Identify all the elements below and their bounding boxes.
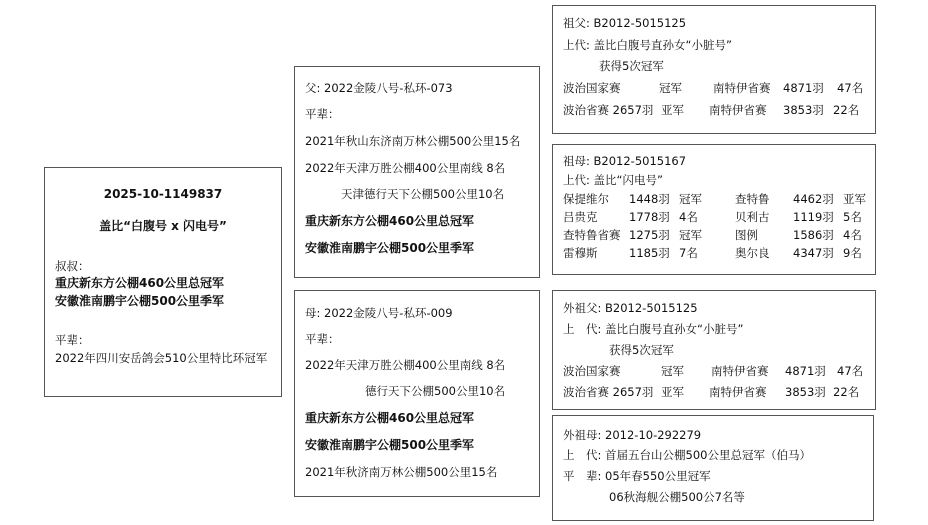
uncle-label: 叔叔： bbox=[55, 259, 90, 273]
pgf-ancestry: 上代: 盖比白腹号直孙女“小脏号” bbox=[563, 38, 732, 52]
race-place: 亚军 bbox=[661, 385, 684, 399]
sire-card bbox=[294, 66, 540, 278]
race-name: 波治国家赛 bbox=[563, 364, 621, 378]
pgm-title: 祖母: B2012-5015167 bbox=[563, 154, 687, 168]
subject-name: 盖比“白腹号 x 闪电号” bbox=[99, 219, 227, 233]
sire-honor: 重庆新东方公棚460公里总冠军 bbox=[305, 214, 475, 228]
maternal-grandmother-card bbox=[552, 415, 874, 521]
race-name: 奥尔良 bbox=[735, 246, 770, 260]
race-place: 4名 bbox=[679, 210, 698, 224]
mgf-ancestry: 上 代: 盖比白腹号直孙女“小脏号” bbox=[563, 322, 744, 336]
sire-title: 父: 2022金陵八号-私环-073 bbox=[305, 81, 453, 95]
race-birds: 4462羽 bbox=[793, 192, 834, 206]
race-rank: 22名 bbox=[833, 103, 860, 117]
dam-honor: 安徽淮南鹏宇公棚500公里季军 bbox=[305, 438, 475, 452]
race-birds: 1119羽 bbox=[793, 210, 834, 224]
sire-sibling-label: 平辈： bbox=[305, 107, 340, 121]
paternal-grandmother-card bbox=[552, 144, 876, 275]
race-rank: 47名 bbox=[837, 364, 864, 378]
race-name: 波治国家赛 bbox=[563, 81, 621, 95]
mgm-ancestry: 上 代: 首届五台山公棚500公里总冠军（伯马） bbox=[563, 448, 811, 462]
mgf-title: 外祖父: B2012-5015125 bbox=[563, 301, 698, 315]
dam-sibling-line: 2022年天津万胜公棚400公里南线 8名 bbox=[305, 358, 506, 372]
race-place: 9名 bbox=[843, 246, 862, 260]
race-place: 冠军 bbox=[679, 228, 702, 242]
race-rank: 22名 bbox=[833, 385, 860, 399]
race-place: 亚军 bbox=[661, 103, 684, 117]
race-place: 5名 bbox=[843, 210, 862, 224]
pgm-ancestry: 上代: 盖比“闪电号” bbox=[563, 173, 663, 187]
race-name: 查特鲁 bbox=[735, 192, 770, 206]
race-rank: 47名 bbox=[837, 81, 864, 95]
race-name: 南特伊省赛 bbox=[709, 103, 767, 117]
race-place: 亚军 bbox=[843, 192, 866, 206]
race-birds: 4347羽 bbox=[793, 246, 834, 260]
race-place: 冠军 bbox=[679, 192, 702, 206]
sire-sibling-line: 2022年天津万胜公棚400公里南线 8名 bbox=[305, 161, 506, 175]
race-place: 4名 bbox=[843, 228, 862, 242]
race-birds: 1778羽 bbox=[629, 210, 670, 224]
dam-honor: 重庆新东方公棚460公里总冠军 bbox=[305, 411, 475, 425]
paternal-grandfather-card bbox=[552, 5, 876, 134]
dam-card bbox=[294, 290, 540, 497]
uncle-honor: 重庆新东方公棚460公里总冠军 bbox=[55, 276, 225, 290]
mgf-note: 获得5次冠军 bbox=[609, 343, 674, 357]
race-name: 波治省赛 2657羽 bbox=[563, 385, 654, 399]
dam-sibling-line: 2021年秋济南万林公棚500公里15名 bbox=[305, 465, 498, 479]
mgm-sibling-cont: 06秋海舰公棚500公7名等 bbox=[609, 490, 745, 504]
race-name: 南特伊省赛 bbox=[713, 81, 771, 95]
race-birds: 3853羽 bbox=[785, 385, 826, 399]
race-name: 雷穆斯 bbox=[563, 246, 598, 260]
race-birds: 3853羽 bbox=[783, 103, 824, 117]
mgm-title: 外祖母: 2012-10-292279 bbox=[563, 428, 702, 442]
dam-sibling-line: 德行天下公棚500公里10名 bbox=[365, 384, 506, 398]
race-name: 南特伊省赛 bbox=[711, 364, 769, 378]
mgm-sibling: 平 辈: 05年春550公里冠军 bbox=[563, 469, 711, 483]
pgf-title: 祖父: B2012-5015125 bbox=[563, 16, 687, 30]
race-birds: 1448羽 bbox=[629, 192, 670, 206]
race-birds: 1586羽 bbox=[793, 228, 834, 242]
sibling-label: 平辈： bbox=[55, 333, 90, 347]
sire-sibling-line: 天津德行天下公棚500公里10名 bbox=[341, 187, 505, 201]
uncle-honor: 安徽淮南鹏宇公棚500公里季军 bbox=[55, 294, 225, 308]
subject-card bbox=[44, 167, 282, 397]
race-name: 波治省赛 2657羽 bbox=[563, 103, 654, 117]
sire-sibling-line: 2021年秋山东济南万林公棚500公里15名 bbox=[305, 134, 521, 148]
race-birds: 4871羽 bbox=[783, 81, 824, 95]
race-birds: 1275羽 bbox=[629, 228, 670, 242]
dam-sibling-label: 平辈： bbox=[305, 332, 340, 346]
race-name: 图例 bbox=[735, 228, 758, 242]
subject-ring-id: 2025-10-1149837 bbox=[103, 187, 223, 201]
race-name: 保提维尔 bbox=[563, 192, 609, 206]
race-birds: 1185羽 bbox=[629, 246, 670, 260]
race-place: 冠军 bbox=[661, 364, 684, 378]
race-birds: 4871羽 bbox=[785, 364, 826, 378]
pgf-note: 获得5次冠军 bbox=[599, 59, 664, 73]
sire-honor: 安徽淮南鹏宇公棚500公里季军 bbox=[305, 241, 475, 255]
maternal-grandfather-card bbox=[552, 290, 876, 410]
race-name: 查特鲁省赛 bbox=[563, 228, 621, 242]
sibling-honor: 2022年四川安岳鸽会510公里特比环冠军 bbox=[55, 351, 268, 365]
race-name: 南特伊省赛 bbox=[709, 385, 767, 399]
race-name: 贝利古 bbox=[735, 210, 770, 224]
race-place: 7名 bbox=[679, 246, 698, 260]
race-name: 吕贵克 bbox=[563, 210, 598, 224]
race-place: 冠军 bbox=[659, 81, 682, 95]
dam-title: 母: 2022金陵八号-私环-009 bbox=[305, 306, 453, 320]
